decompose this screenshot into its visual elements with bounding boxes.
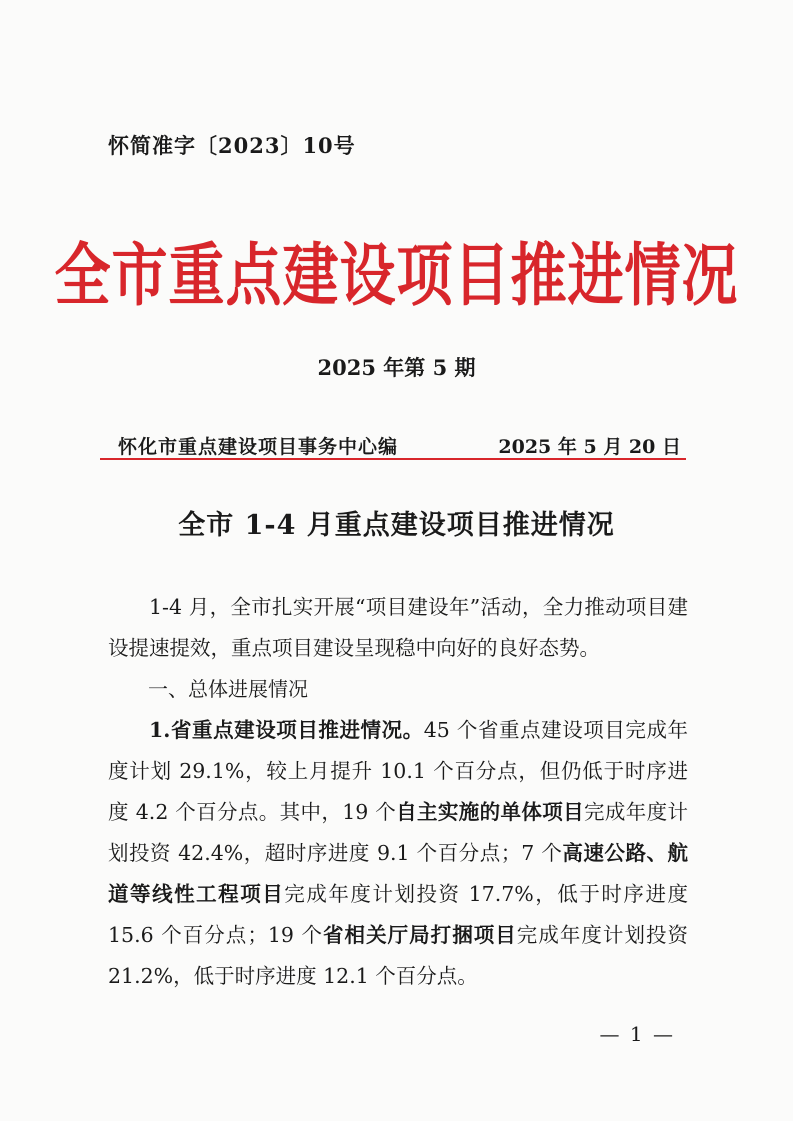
paragraph-text: 完成年度计划投资 42.4%，超时序进度 9.1 个百分点；7 个	[108, 800, 688, 865]
emphasis-text: 高速公路、航道等线性工程项目	[108, 841, 688, 906]
paragraph-text: 完成年度计划投资 21.2%，低于时序进度 12.1 个百分点。	[108, 923, 689, 988]
editor-line: 怀化市重点建设项目事务中心编	[118, 436, 399, 458]
issue-number: 2025 年第 5 期	[317, 355, 476, 380]
paragraph-lead: 1.省重点建设项目推进情况。	[149, 718, 424, 742]
page-number: — 1 —	[599, 1022, 675, 1046]
paragraph-text: 完成年度计划投资 17.7%，低于时序进度 15.6 个百分点；19 个	[108, 882, 689, 947]
section-heading: 一、总体进展情况	[148, 677, 308, 701]
paragraph-text: 45 个省重点建设项目完成年度计划 29.1%，较上月提升 10.1 个百分点，但仍低于时序进度 4.2 个百分点。其中，19 个	[108, 718, 689, 824]
masthead-divider	[100, 458, 686, 460]
masthead-title: 全市重点建设项目推进情况	[54, 236, 739, 316]
publish-date: 2025 年 5 月 20 日	[498, 436, 681, 458]
article-body	[108, 587, 688, 997]
article-title: 全市 1-4 月重点建设项目推进情况	[178, 510, 615, 541]
emphasis-text: 省相关厅局打捆项目	[323, 923, 517, 947]
document-number: 怀简准字〔2023〕10号	[108, 133, 356, 158]
intro-paragraph: 1-4 月，全市扎实开展“项目建设年”活动，全力推动项目建设提速提效，重点项目建设呈现稳中向好的良好态势。	[108, 595, 688, 660]
paragraph-1	[108, 710, 688, 997]
emphasis-text: 自主实施的单体项目	[396, 800, 584, 824]
